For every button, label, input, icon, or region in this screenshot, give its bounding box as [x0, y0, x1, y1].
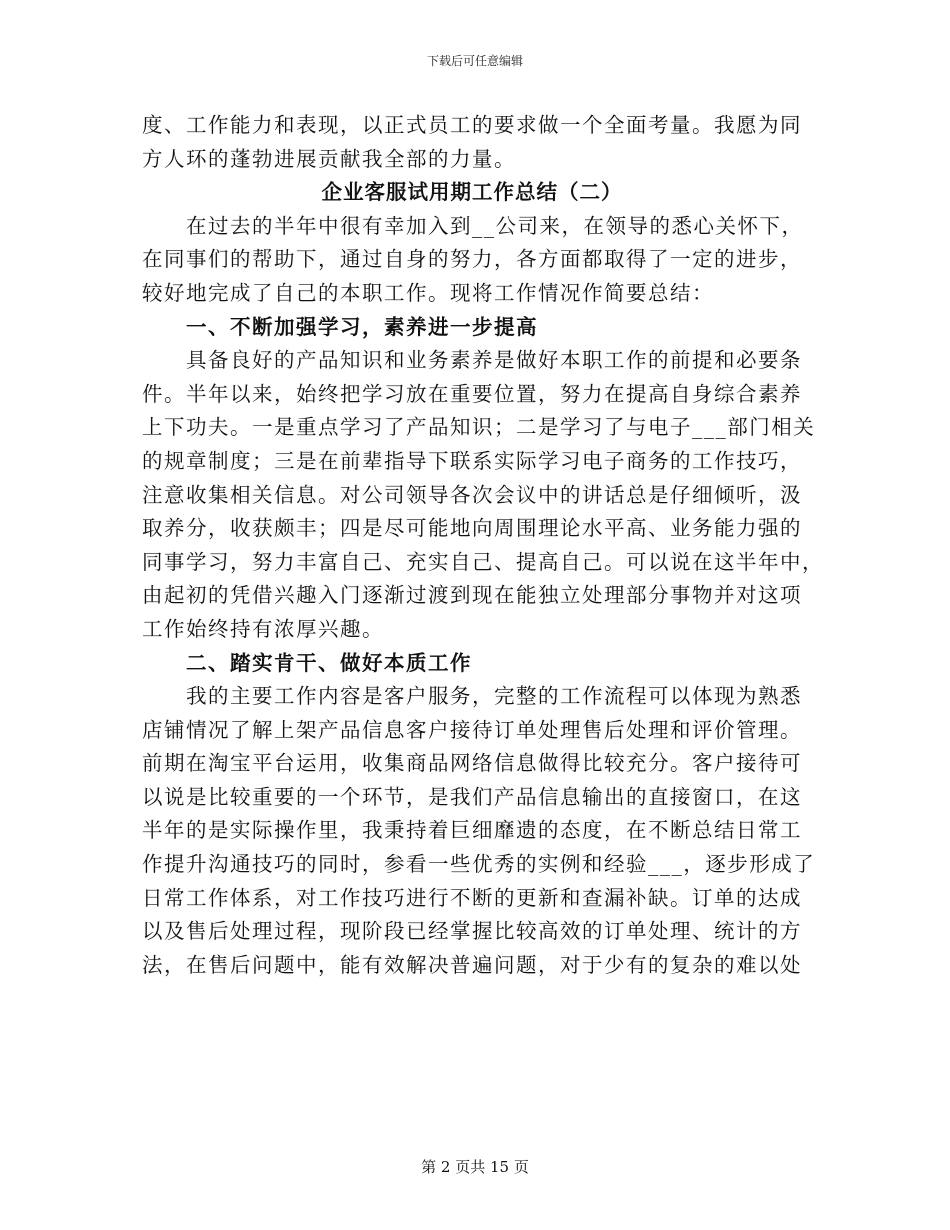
body-line: 以说是比较重要的一个环节，是我们产品信息输出的直接窗口，在这 [142, 784, 802, 809]
page-header: 下载后可任意编辑 [426, 54, 523, 68]
body-line: 工作始终持有浓厚兴趣。 [142, 616, 384, 641]
body-line: 店铺情况了解上架产品信息客户接待订单处理售后处理和评价管理。 [142, 717, 802, 742]
document-body [142, 109, 824, 982]
page-number-footer: 第 2 页共 15 页 [421, 1158, 529, 1176]
body-line: 由起初的凭借兴趣入门逐渐过渡到现在能独立处理部分事物并对这项 [142, 583, 802, 608]
subheading-1: 一、不断加强学习，素养进一步提高 [186, 314, 538, 339]
subheading-2: 二、踏实肯干、做好本质工作 [186, 650, 472, 675]
body-line: 在同事们的帮助下，通过自身的努力，各方面都取得了一定的进步， [142, 247, 802, 272]
body-line: 以及售后处理过程，现阶段已经掌握比较高效的订单处理、统计的方 [142, 919, 802, 944]
body-line: 同事学习，努力丰富自己、充实自己、提高自己。可以说在这半年中， [142, 549, 824, 574]
body-line: 日常工作体系，对工作技巧进行不断的更新和查漏补缺。订单的达成 [142, 885, 802, 910]
section-title: 企业客服试用期工作总结（二） [321, 180, 623, 205]
body-line: 前期在淘宝平台运用，收集商品网络信息做得比较充分。客户接待可 [142, 751, 802, 776]
paragraph-start-line: 具备良好的产品知识和业务素养是做好本职工作的前提和必要条 [186, 348, 802, 373]
body-line: 半年的是实际操作里，我秉持着巨细靡遗的态度，在不断总结日常工 [142, 818, 802, 843]
body-line: 上下功夫。一是重点学习了产品知识；二是学习了与电子___部门相关 [142, 415, 816, 440]
body-line: 的规章制度；三是在前辈指导下联系实际学习电子商务的工作技巧， [142, 448, 802, 473]
body-line: 法，在售后问题中，能有效解决普遍问题，对于少有的复杂的难以处 [142, 952, 802, 977]
body-line: 方人环的蓬勃进展贡献我全部的力量。 [142, 146, 516, 171]
body-line: 度、工作能力和表现，以正式员工的要求做一个全面考量。我愿为同 [142, 113, 802, 137]
body-line: 注意收集相关信息。对公司领导各次会议中的讲话总是仔细倾听，汲 [142, 482, 802, 507]
paragraph-start-line: 我的主要工作内容是客户服务，完整的工作流程可以体现为熟悉 [186, 684, 802, 709]
paragraph-start-line: 在过去的半年中很有幸加入到__公司来，在领导的悉心关怀下， [186, 213, 804, 238]
body-line: 较好地完成了自己的本职工作。现将工作情况作简要总结： [142, 280, 714, 305]
body-line: 取养分，收获颇丰；四是尽可能地向周围理论水平高、业务能力强的 [142, 516, 802, 541]
body-line: 件。半年以来，始终把学习放在重要位置，努力在提高自身综合素养 [142, 381, 802, 406]
body-line: 作提升沟通技巧的同时，参看一些优秀的实例和经验___，逐步形成了 [142, 852, 816, 877]
